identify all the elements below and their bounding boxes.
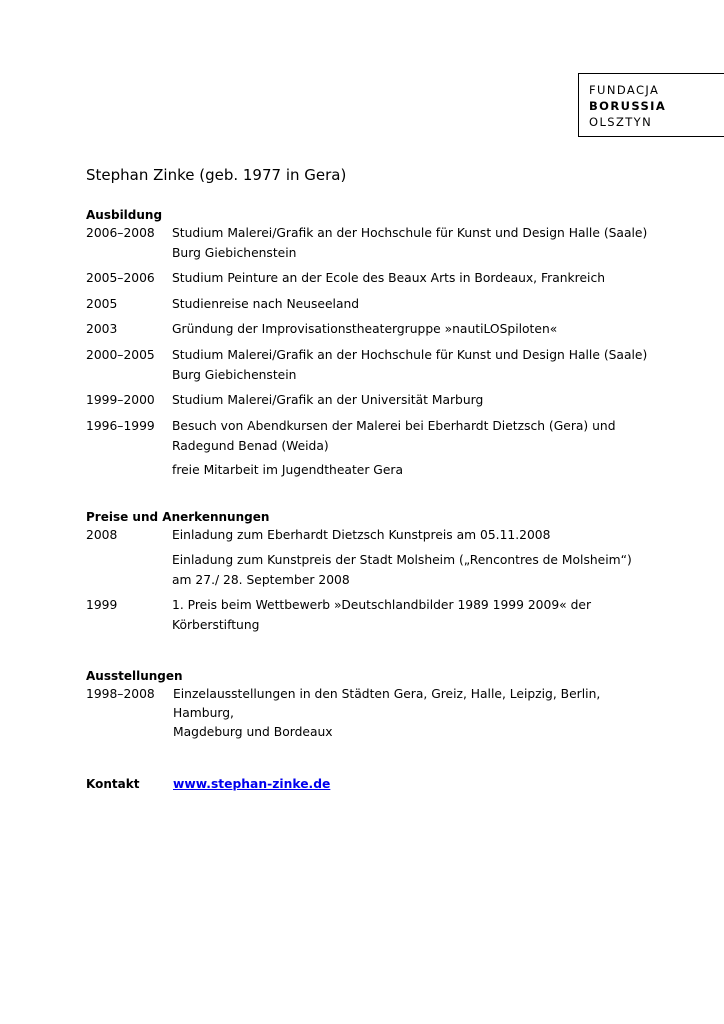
entry-year: 1999–2000 [86, 393, 155, 407]
entry-text [172, 224, 647, 263]
entry-text [172, 391, 483, 411]
entry-year: 2006–2008 [86, 226, 155, 240]
entry-text [172, 596, 591, 635]
entry-year: 2005 [86, 297, 118, 311]
website-link[interactable]: www.stephan-zinke.de [173, 777, 331, 791]
entry-text [172, 295, 359, 315]
fundacja-borussia-logo [578, 73, 724, 137]
entry-text [172, 526, 550, 546]
logo-line-fundacja: FUNDACJA [589, 83, 660, 97]
contact-label: Kontakt [86, 777, 140, 791]
section-heading-ausbildung: Ausbildung [86, 208, 163, 222]
entry-year: 2005–2006 [86, 271, 155, 285]
entry-line: Einzelausstellungen in den Städten Gera, Greiz, Halle, Leipzig, Berlin, [173, 687, 601, 701]
entry-line: Studium Malerei/Grafik an der Hochschule für Kunst und Design Halle (Saale) [172, 226, 648, 240]
entry-line: am 27./ 28. September 2008 [172, 572, 350, 587]
entry-line: Burg Giebichenstein [172, 245, 297, 260]
entry-line: 1. Preis beim Wettbewerb »Deutschlandbilder 1989 1999 2009« der [172, 598, 592, 612]
entry-line: Besuch von Abendkursen der Malerei bei Eberhardt Dietzsch (Gera) und [172, 419, 616, 433]
contact-value [173, 775, 330, 795]
entry-text [172, 320, 557, 340]
entry-year: 2008 [86, 528, 118, 542]
entry-line: Studium Malerei/Grafik an der Universität Marburg [172, 393, 484, 407]
entry-text [173, 685, 600, 742]
entry-year: 2000–2005 [86, 348, 155, 362]
entry-text [172, 346, 647, 385]
entry-line: Einladung zum Kunstpreis der Stadt Molsheim („Rencontres de Molsheim“) [172, 553, 632, 567]
entry-text [172, 461, 403, 481]
entry-text [172, 551, 632, 590]
logo-line-borussia: BORUSSIA [589, 99, 667, 113]
entry-line: Gründung der Improvisationstheatergruppe »nautiLOSpiloten« [172, 322, 558, 336]
entry-line: Magdeburg und Bordeaux [173, 725, 333, 739]
entry-year: 1996–1999 [86, 419, 155, 433]
entry-line: Studium Peinture an der Ecole des Beaux Arts in Bordeaux, Frankreich [172, 271, 605, 285]
section-heading-ausstellungen: Ausstellungen [86, 669, 183, 683]
entry-line: Studienreise nach Neuseeland [172, 297, 360, 311]
entry-line: freie Mitarbeit im Jugendtheater Gera [172, 463, 403, 477]
entry-line: Studium Malerei/Grafik an der Hochschule für Kunst und Design Halle (Saale) [172, 348, 648, 362]
logo-line-olsztyn: OLSZTYN [589, 115, 653, 129]
section-heading-preise: Preise und Anerkennungen [86, 510, 270, 524]
entry-line: Hamburg, [173, 706, 234, 720]
entry-line: Burg Giebichenstein [172, 367, 297, 382]
entry-line: Einladung zum Eberhardt Dietzsch Kunstpreis am 05.11.2008 [172, 528, 551, 542]
entry-year: 1998–2008 [86, 687, 155, 701]
page-title: Stephan Zinke (geb. 1977 in Gera) [86, 166, 347, 184]
entry-text [172, 269, 605, 289]
entry-year: 2003 [86, 322, 118, 336]
entry-year: 1999 [86, 598, 118, 612]
entry-text [172, 417, 616, 456]
entry-line: Körberstiftung [172, 617, 260, 632]
entry-line: Radegund Benad (Weida) [172, 438, 329, 453]
